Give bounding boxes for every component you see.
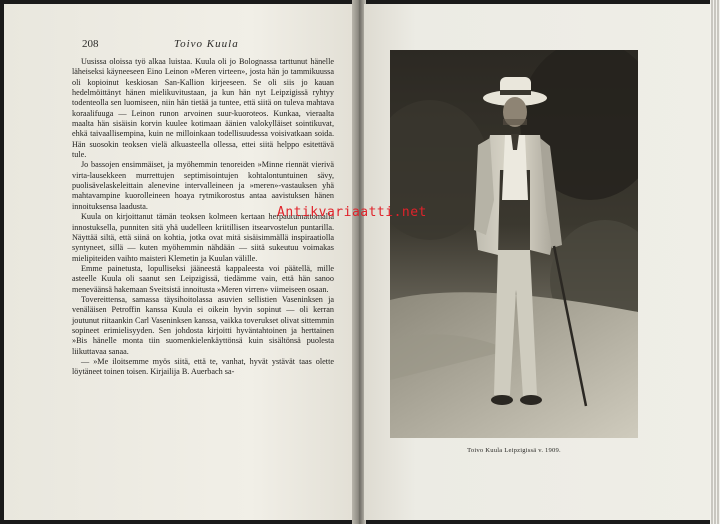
paragraph: Tovereittensa, samassa täysihoitolassa asuvien sellistien Vaseninksen ja venäläisen Petroffin kanssa Kuula ei oikein hyvin sopinut — oli kerran joutunut riitaankin Carl Vaseninksen kanssa, vaikka toverukset olivat sittemmin sopineet erimielisyyden. Sen johdosta kirjoitti hyväntahtoinen ja herttainen »Bis hänelle monta tiin suomenkielenkäyttönsä kuin sisältönsä puolesta liikuttavaa sanaa. bbox=[72, 294, 334, 356]
paragraph: Jo bassojen ensimmäiset, ja myöhemmin tenoreiden »Minne riennät vierivä virta-lausekkeen murrettujen septimisointujen kohtalontuntuinen sävy, puolisävelaskeleittain alenevine intervalleineen ja »meren»-vastauksen yhä mahtavampine kuorolleineen hoaya rytmikorostus antaa aavistuksen hänen innoituksensa laadusta. bbox=[72, 160, 334, 211]
paragraph: Uusissa oloissa työ alkaa luistaa. Kuula oli jo Bolognassa tarttunut hänelle läheiseksi käyneeseen Eino Leinon »Meren virteen», josta hän jo tammikuussa oli kopioinut keskiosan San-Kallion kirjeeseen. Se oli siis jo kauan hedelmöittänyt hänen mielikuvitustaan, ja kun hän nyt Leipzigissä ryhtyy todenteolla sen luomiseen, niin hän tietää ja tuntee, että siitä on tuleva mahtava koraalifuuga — Leinon runon arvoinen suur-kuoroteos. Kunkaa, vieraalta maalta hän sisäisin korvin kuulee kotimaan äänien valokylläiset sointikuvat, ehkä taivaallisempina, kuin ne milloinkaan todellisuudessa voisivatkaan soida. Hän suosokin teoksen vielä alkuasteella ollessa, ettei siitä helppo esitettävä tule. bbox=[72, 57, 334, 160]
page-edges bbox=[710, 0, 720, 524]
portrait-photograph bbox=[390, 50, 638, 438]
paragraph: Emme painetusta, lopulliseksi jääneestä kappaleesta voi päätellä, mille asteelle Kuula oli saanut sen Leipzigissä, tiedämme vain, että hän sanoo meneväänsä hakemaan Sveitsistä innoitusta »Meren virren» viimeiseen osaan. bbox=[72, 263, 334, 294]
photo-caption: Toivo Kuula Leipzigissä v. 1909. bbox=[467, 447, 561, 454]
page-number: 208 bbox=[82, 38, 99, 50]
paragraph: — »Me iloitsemme myös siitä, että te, vanhat, hyvät ystävät taas olette löytäneet toinen toisen. Kirjailija B. Auerbach sa- bbox=[72, 356, 334, 377]
paragraph: Kuula on kirjoittanut tämän teoksen kolmeen kertaan herpautumattomalla innostuksella, punniten sitä yhä uudelleen kriitillisen itsearvostelun puntarilla. Näyttää siltä, että siinä on kohtia, jotka ovat mitä sisäisimmällä inspiraatiolla syntyneet, sillä — kuten myöhemmin nähdään — siitä sukeutuu voimakas mielipiteiden vaihto maisteri Klemetin ja Kuulan välille. bbox=[72, 212, 334, 263]
running-head: Toivo Kuula bbox=[174, 38, 239, 50]
page-header bbox=[82, 38, 334, 52]
watermark: Antikvariaatti.net bbox=[277, 205, 427, 220]
